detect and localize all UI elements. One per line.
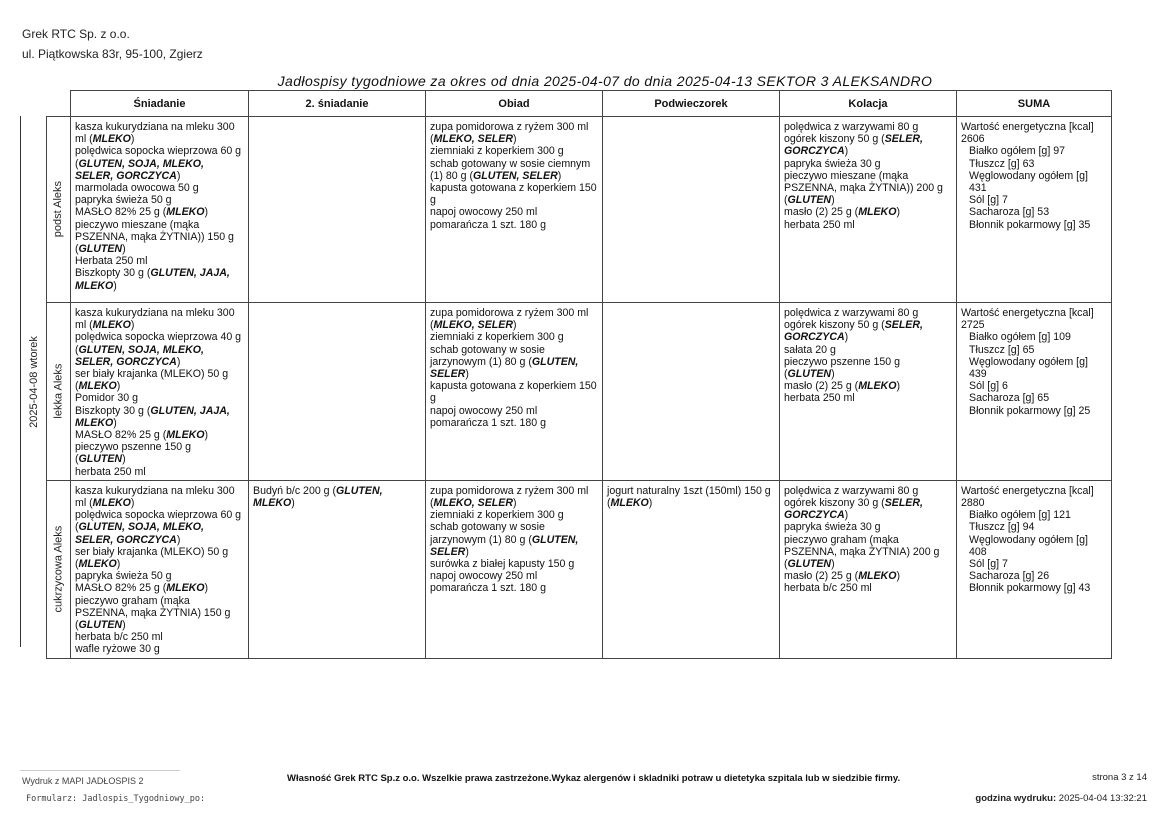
menu-item-text: pomarańcza 1 szt. 180 g [430,218,547,231]
sniadanie-cell [71,480,249,658]
menu-item [784,521,952,533]
allergen-text: GLUTEN, JAJA, MLEKO [75,404,230,429]
menu-item-text: ) [557,169,562,182]
menu-item-text: ) [831,194,835,207]
table-row [47,117,1112,303]
menu-table [46,90,1112,659]
menu-item-text: papryka świeża 50 g [75,570,172,583]
menu-item [75,546,244,570]
allergen-text: GLUTEN, SELER [430,533,579,558]
menu-item-text: pomarańcza 1 szt. 180 g [430,416,547,429]
menu-item-text: ) [130,497,135,510]
menu-item [784,219,952,231]
menu-item [75,643,244,655]
menu-item-text: ) [896,206,900,219]
menu-item [430,405,598,417]
menu-item-text: herbata b/c 250 ml [784,582,872,595]
menu-item [430,158,598,182]
allergen-text: GLUTEN, JAJA, MLEKO [75,267,230,292]
menu-item-text: papryka świeża 50 g [75,194,172,207]
menu-item-text: ) [831,368,835,381]
menu-item-text: ) [844,509,849,522]
podwieczorek-cell [603,117,780,303]
footer-page-number: strona 3 z 14 [1092,772,1147,783]
drugie-sniadanie-cell [249,303,426,481]
menu-item-text: pieczywo pszenne 150 g ( [75,441,192,466]
company-name: Grek RTC Sp. z o.o. [22,27,130,41]
menu-item-text: herbata 250 ml [784,392,855,405]
menu-item [75,570,244,582]
menu-item-text: ) [116,558,121,571]
nutrition-value: Sól [g] 7 [969,558,1008,571]
menu-item-text: polędwica sopocka wieprzowa 40 g ( [75,331,242,356]
allergen-text: MLEKO [858,380,897,393]
menu-item [430,206,598,218]
allergen-text: MLEKO, SELER [433,497,513,510]
menu-item-text: ser biały krajanka (MLEKO) 50 g ( [75,545,229,571]
allergen-text: MLEKO [166,206,205,219]
page-title: Jadłospisy tygodniowe za okres od dnia 2025-04-07 do dnia 2025-04-13 SEKTOR 3 ALEKSANDRO [277,73,933,89]
menu-item-text: MASŁO 82% 25 g ( [75,582,167,595]
menu-item [75,307,244,331]
menu-item-text: herbata 250 ml [75,465,146,478]
nutrition-value: Wartość energetyczna [kcal] 2725 [961,307,1094,332]
allergen-text: MLEKO [610,497,649,510]
menu-item-text: ) [122,243,126,256]
menu-item-text: ) [204,206,209,219]
menu-item-text: ) [648,497,653,510]
menu-item [75,267,244,291]
menu-item [784,534,952,571]
menu-item [430,121,598,145]
menu-item [75,485,244,509]
menu-item-text: pieczywo mieszane (mąka PSZENNA, mąka ŻYTNIA)) 200 g ( [784,169,943,207]
menu-item [75,182,244,194]
menu-item [75,194,244,206]
menu-item-text: ) [176,533,181,546]
menu-item-text: ziemniaki z koperkiem 300 g [430,331,564,344]
date-column [20,116,46,647]
footer-print-time [975,793,1147,804]
menu-item-text: schab gotowany w sosie jarzynowym (1) 80 g ( [430,521,545,546]
allergen-text: MLEKO [166,582,205,595]
menu-item-text: ) [122,453,126,466]
nutrition-value: Błonnik pokarmowy [g] 35 [969,218,1091,231]
menu-item-text: ) [896,570,900,583]
menu-item [75,509,244,546]
kolacja-cell [780,303,957,481]
nutrition-value: Białko ogółem [g] 109 [969,331,1071,344]
allergen-text: MLEKO [78,380,117,393]
menu-item [784,170,952,207]
menu-item [607,485,775,509]
menu-item-text: polędwica sopocka wieprzowa 60 g ( [75,145,242,170]
footer-left [22,772,205,808]
header-kolacja: Kolacja [780,91,957,117]
menu-item-text: zupa pomidorowa z ryżem 300 ml ( [430,121,589,146]
menu-item [784,356,952,380]
menu-item-text: ) [113,416,117,429]
menu-item-text: ziemniaki z koperkiem 300 g [430,145,564,158]
menu-item-text: ) [176,169,181,182]
menu-item-text: ) [130,133,135,146]
menu-item [75,392,244,404]
menu-item [784,392,952,404]
menu-item [75,331,244,368]
menu-item [430,570,598,582]
footer-printout: Wydruk z MAPI JADŁOSPIS 2 [22,776,144,786]
header-drugie-sniadanie: 2. śniadanie [249,91,426,117]
nutrition-value: Sacharoza [g] 53 [969,206,1050,219]
header-blank [47,91,71,117]
diet-cell [47,480,71,658]
menu-item [430,219,598,231]
menu-item [784,485,952,497]
menu-item-text: ) [844,145,849,158]
allergen-text: MLEKO [78,558,117,571]
kolacja-cell [780,117,957,303]
menu-item-text: ) [465,368,469,381]
menu-item [784,380,952,392]
menu-item-text: ) [896,380,900,393]
allergen-text: MLEKO [858,570,897,583]
nutrition-value: Sacharoza [g] 65 [969,392,1050,405]
nutrition-value: Wartość energetyczna [kcal] 2880 [961,484,1094,510]
nutrition-value: Wartość energetyczna [kcal] 2606 [961,121,1094,146]
menu-item-text: Pomidor 30 g [75,392,139,405]
menu-item-text: wafle ryżowe 30 g [75,643,160,656]
menu-item [75,219,244,256]
nutrition-value: Tłuszcz [g] 65 [969,343,1035,356]
menu-item [75,631,244,643]
menu-item-text: ) [204,429,209,442]
menu-item [430,582,598,594]
footer-form: Formularz: Jadlospis_Tygodniowy_po: [26,794,206,804]
menu-item-text: ) [130,319,135,332]
allergen-text: GLUTEN [78,619,123,632]
obiad-cell [426,480,603,658]
header-obiad: Obiad [426,91,603,117]
obiad-cell [426,303,603,481]
drugie-sniadanie-cell [249,117,426,303]
menu-item [75,368,244,392]
allergen-text: GLUTEN, SOJA, MLEKO, SELER, GORCZYCA [75,157,204,182]
menu-item [784,121,952,133]
menu-item-text: Biszkopty 30 g ( [75,404,151,417]
header-podwieczorek: Podwieczorek [603,91,780,117]
nutrition-value: Sól [g] 6 [969,380,1008,393]
menu-item-text: ) [844,331,849,344]
podwieczorek-cell [603,480,780,658]
menu-item-text: ) [513,319,517,332]
menu-item-text: ) [831,558,835,571]
table-row [47,480,1112,658]
menu-item-text: papryka świeża 30 g [784,521,881,534]
menu-item-text: zupa pomidorowa z ryżem 300 ml ( [430,484,589,510]
allergen-text: SELER, GORCZYCA [784,319,923,344]
menu-item-text: marmolada owocowa 50 g [75,182,199,195]
menu-item-text: masło (2) 25 g ( [784,570,859,583]
menu-item-text: ) [513,133,517,146]
drugie-sniadanie-cell [249,480,426,658]
menu-item [430,344,598,381]
menu-item [430,521,598,558]
allergen-text: GLUTEN, MLEKO [253,484,383,510]
menu-item [75,582,244,594]
menu-item-text: herbata 250 ml [784,218,855,231]
footer-ownership: Własność Grek RTC Sp.z o.o. Wszelkie prawa zastrzeżone.Wykaz alergenów i skladniki potraw u dietetyka szpitala lub w siedzibie firmy. [287,773,901,784]
menu-item-text: napoj owocowy 250 ml [430,206,538,219]
menu-item [784,307,952,319]
allergen-text: GLUTEN [787,194,832,207]
menu-item-text: Biszkopty 30 g ( [75,267,151,280]
menu-item-text: pomarańcza 1 szt. 180 g [430,582,547,595]
table-row [47,303,1112,481]
sniadanie-cell [71,117,249,303]
menu-item-text: ) [291,497,295,510]
menu-item-text: napoj owocowy 250 ml [430,404,538,417]
menu-item-text: schab gotowany w sosie jarzynowym (1) 80 g ( [430,343,545,368]
print-time-value: 2025-04-04 13:32:21 [1058,793,1147,804]
allergen-text: GLUTEN, SELER [430,355,579,381]
allergen-text: GLUTEN [787,558,832,571]
menu-item [784,497,952,521]
menu-item-text: sałata 20 g [784,343,836,356]
menu-item-text: kapusta gotowana z koperkiem 150 g [430,182,597,207]
allergen-text: MLEKO, SELER [433,133,513,146]
suma-cell [957,480,1112,658]
nutrition-value: Sól [g] 7 [969,194,1008,207]
menu-item [75,255,244,267]
date-label: 2025-04-08 wtorek [28,335,41,428]
allergen-text: GLUTEN, SELER [472,169,558,182]
menu-item-text: Herbata 250 ml [75,255,148,268]
menu-item-text: pieczywo graham (mąka PSZENNA, mąka ŻYTNIA) 200 g ( [784,533,940,571]
nutrition-value: Tłuszcz [g] 94 [969,521,1035,534]
header-suma: SUMA [957,91,1112,117]
diet-cell [47,303,71,481]
menu-item-text: ogórek kiszony 30 g ( [784,497,885,510]
menu-item-text: polędwica z warzywami 80 g [784,484,919,497]
menu-item [784,344,952,356]
menu-item [784,133,952,157]
menu-item-text: schab gotowany w sosie ciemnym (1) 80 g ( [430,157,591,182]
diet-label: podst Aleks [52,181,65,238]
menu-item-text: kasza kukurydziana na mleku 300 ml ( [75,307,235,332]
menu-item [430,145,598,157]
menu-item [75,206,244,218]
allergen-text: GLUTEN, SOJA, MLEKO, SELER, GORCZYCA [75,343,204,368]
nutrition-value: Tłuszcz [g] 63 [969,157,1035,170]
allergen-text: MLEKO [166,429,205,442]
menu-item [784,206,952,218]
menu-item-text: ) [116,380,121,393]
podwieczorek-cell [603,303,780,481]
menu-item [75,405,244,429]
allergen-text: SELER, GORCZYCA [784,497,923,522]
menu-item [430,558,598,570]
menu-item-text: jogurt naturalny 1szt (150ml) 150 g ( [607,484,771,510]
menu-item [75,441,244,465]
nutrition-value: Węglowodany ogółem [g] 439 [969,355,1088,381]
menu-item-text: ) [465,545,469,558]
kolacja-cell [780,480,957,658]
menu-item-text: napoj owocowy 250 ml [430,570,538,583]
menu-item [75,595,244,632]
menu-item-text: ) [113,279,117,292]
print-time-label: godzina wydruku: [975,793,1057,804]
menu-item-text: papryka świeża 30 g [784,157,881,170]
menu-item [75,466,244,478]
menu-item [430,182,598,206]
menu-item-text: Budyń b/c 200 g ( [253,484,337,497]
allergen-text: GLUTEN [787,368,832,381]
menu-item-text: masło (2) 25 g ( [784,206,859,219]
menu-item-text: ogórek kiszony 50 g ( [784,133,885,146]
nutrition-value: Węglowodany ogółem [g] 408 [969,533,1088,558]
menu-item [75,145,244,182]
menu-item-text: ser biały krajanka (MLEKO) 50 g ( [75,368,229,393]
menu-item [784,158,952,170]
company-address: ul. Piątkowska 83r, 95-100, Zgierz [22,47,203,61]
allergen-text: SELER, GORCZYCA [784,133,923,158]
nutrition-value: Błonnik pokarmowy [g] 43 [969,582,1091,595]
menu-item [430,307,598,331]
menu-item-text: ) [122,619,126,632]
nutrition-value: Błonnik pokarmowy [g] 25 [969,404,1091,417]
menu-item-text: zupa pomidorowa z ryżem 300 ml ( [430,307,589,332]
menu-item-text: herbata b/c 250 ml [75,631,163,644]
diet-cell [47,117,71,303]
obiad-cell [426,117,603,303]
menu-item [784,582,952,594]
menu-item-text: ) [176,355,181,368]
footer-divider [20,770,180,771]
header-sniadanie: Śniadanie [71,91,249,117]
menu-item-text: ) [204,582,209,595]
menu-item-text: pieczywo mieszane (mąka PSZENNA, mąka ŻYTNIA)) 150 g ( [75,218,234,256]
menu-item [430,331,598,343]
menu-item [784,319,952,343]
menu-item [430,417,598,429]
menu-item-text: kasza kukurydziana na mleku 300 ml ( [75,484,235,510]
menu-item-text: ogórek kiszony 50 g ( [784,319,885,332]
menu-item [75,121,244,145]
menu-item [784,570,952,582]
menu-item [430,509,598,521]
menu-item-text: ) [513,497,517,510]
menu-item-text: kapusta gotowana z koperkiem 150 g [430,380,597,405]
nutrition-value: Sacharoza [g] 26 [969,570,1050,583]
suma-cell [957,303,1112,481]
company-header [22,24,203,64]
menu-item [253,485,421,509]
menu-item-text: polędwica sopocka wieprzowa 60 g ( [75,509,242,534]
menu-item-text: surówka z białej kapusty 150 g [430,558,575,571]
menu-item [75,429,244,441]
menu-item-text: ziemniaki z koperkiem 300 g [430,509,564,522]
allergen-text: GLUTEN [78,243,123,256]
allergen-text: GLUTEN [78,453,123,466]
menu-item-text: kasza kukurydziana na mleku 300 ml ( [75,121,235,146]
allergen-text: GLUTEN, SOJA, MLEKO, SELER, GORCZYCA [75,521,204,546]
menu-item [430,485,598,509]
nutrition-value: Białko ogółem [g] 97 [969,145,1065,158]
menu-item-text: masło (2) 25 g ( [784,380,859,393]
allergen-text: MLEKO [858,206,897,219]
suma-cell [957,117,1112,303]
allergen-text: MLEKO, SELER [433,319,513,332]
menu-item-text: polędwica z warzywami 80 g [784,307,919,319]
nutrition-value: Węglowodany ogółem [g] 431 [969,169,1088,195]
table-header-row [47,91,1112,117]
menu-item [430,380,598,404]
menu-item-text: pieczywo pszenne 150 g ( [784,355,901,381]
diet-label: cukrzycowa Aleks [52,525,65,613]
menu-item-text: pieczywo graham (mąka PSZENNA, mąka ŻYTNIA) 150 g ( [75,594,231,632]
allergen-text: MLEKO [92,133,131,146]
sniadanie-cell [71,303,249,481]
allergen-text: MLEKO [92,497,131,510]
menu-item-text: MASŁO 82% 25 g ( [75,206,167,219]
menu-item-text: MASŁO 82% 25 g ( [75,429,167,442]
allergen-text: MLEKO [92,319,131,332]
diet-label: lekka Aleks [52,363,65,419]
menu-item-text: polędwica z warzywami 80 g [784,121,919,133]
nutrition-value: Białko ogółem [g] 121 [969,509,1071,522]
